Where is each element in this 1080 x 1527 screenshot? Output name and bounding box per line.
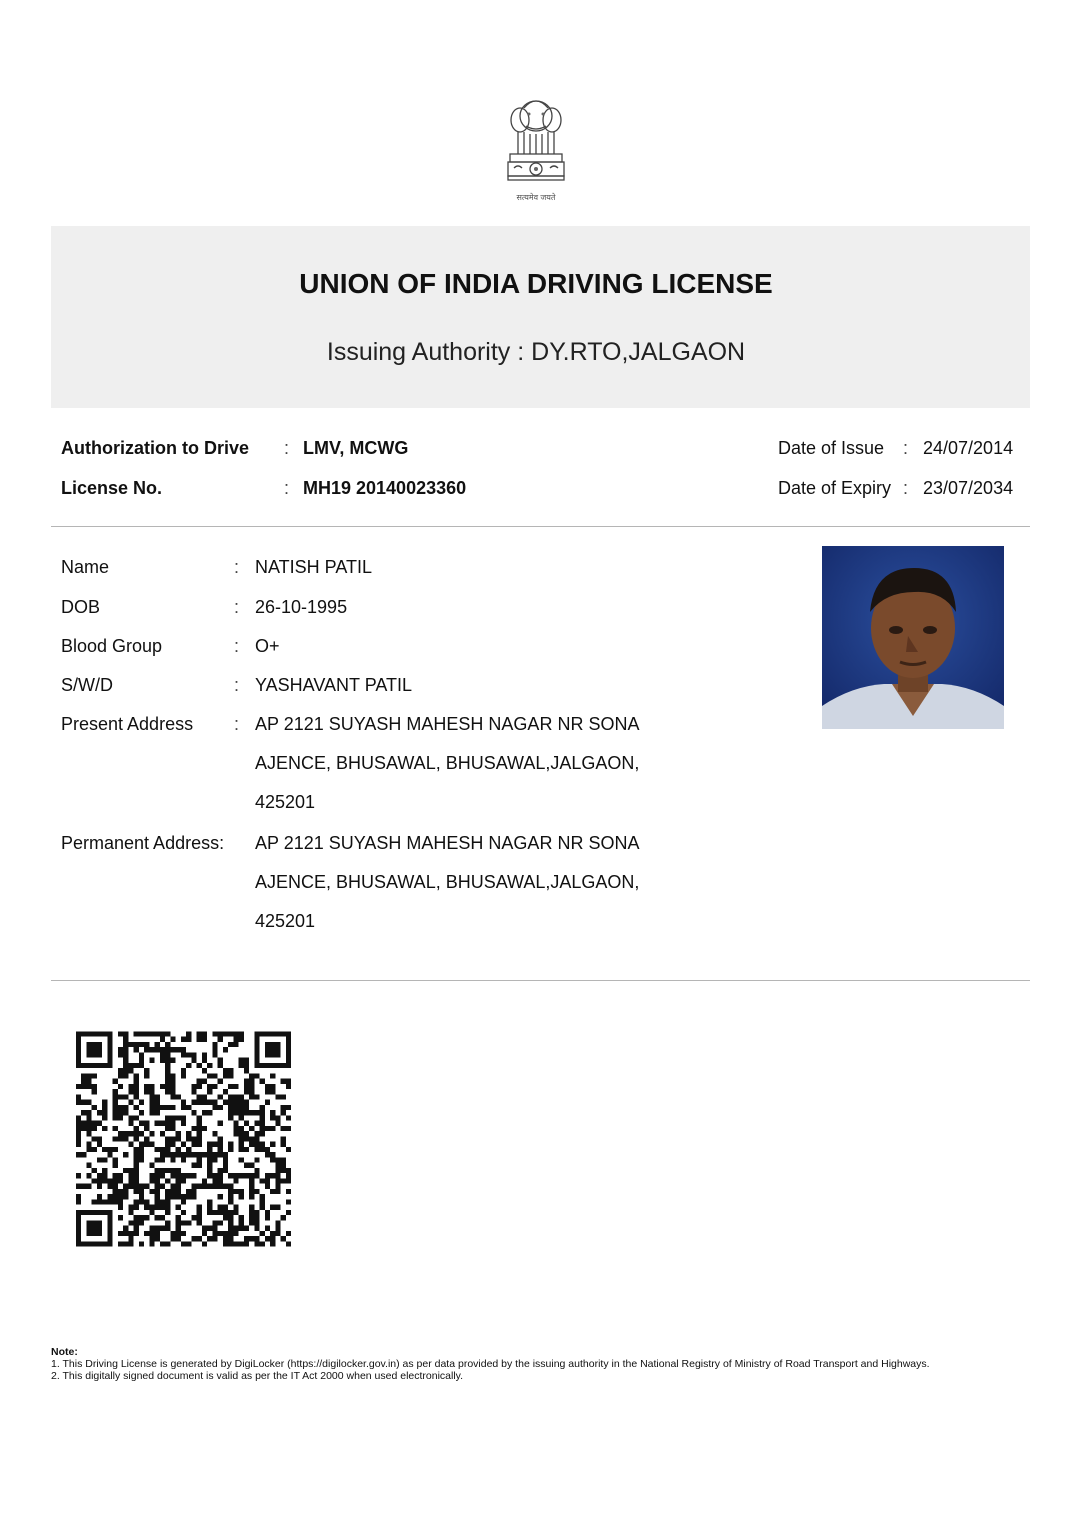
date-of-issue-label: Date of Issue [778, 438, 885, 458]
separator: : [234, 675, 240, 695]
present-address-line: AJENCE, BHUSAWAL, BHUSAWAL,JALGAON, [255, 753, 640, 773]
separator: : [903, 478, 909, 498]
separator: : [234, 636, 240, 656]
date-of-expiry-label: Date of Expiry [778, 478, 892, 498]
footer-note [51, 1346, 1011, 1382]
separator: : [284, 438, 290, 458]
separator: : [234, 597, 240, 617]
separator: : [903, 438, 909, 458]
separator: : [284, 478, 290, 498]
separator: : [234, 714, 240, 734]
note-line: 2. This digitally signed document is valid as per the IT Act 2000 when used electronically. [51, 1370, 464, 1382]
emblem-motto: सत्यमेव जयते [516, 193, 556, 202]
qr-code-icon [76, 1031, 291, 1247]
dob-value: 26-10-1995 [255, 597, 348, 617]
authorization-label: Authorization to Drive [61, 438, 249, 458]
dob-label: DOB [61, 597, 101, 617]
present-address-line: 425201 [255, 792, 316, 812]
document-title: UNION OF INDIA DRIVING LICENSE [299, 268, 773, 299]
separator: : [234, 557, 240, 577]
national-emblem [496, 92, 576, 204]
divider [51, 526, 1030, 527]
issuing-authority: Issuing Authority : DY.RTO,JALGAON [326, 338, 746, 366]
swd-value: YASHAVANT PATIL [255, 675, 413, 695]
date-of-expiry-value: 23/07/2034 [923, 478, 1014, 498]
holder-photo [822, 546, 1004, 729]
authorization-value: LMV, MCWG [303, 438, 409, 458]
license-no-value: MH19 20140023360 [303, 478, 467, 498]
name-label: Name [61, 557, 110, 577]
header-band [51, 226, 1030, 408]
swd-label: S/W/D [61, 675, 113, 695]
note-heading: Note: [51, 1346, 78, 1358]
name-value: NATISH PATIL [255, 557, 373, 577]
license-no-label: License No. [61, 478, 163, 498]
present-address-line: AP 2121 SUYASH MAHESH NAGAR NR SONA [255, 714, 640, 734]
present-address-label: Present Address [61, 714, 194, 734]
blood-group-label: Blood Group [61, 636, 163, 656]
blood-group-value: O+ [255, 636, 280, 656]
date-of-issue-value: 24/07/2014 [923, 438, 1014, 458]
permanent-address-line: 425201 [255, 911, 316, 931]
portrait-image [822, 546, 1004, 729]
note-line: 1. This Driving License is generated by DigiLocker (https://digilocker.gov.in) as per data provided by the issuing authority in the National Registry of Ministry of Road Transport and Highways. [51, 1358, 930, 1370]
permanent-address-label: Permanent Address: [61, 833, 225, 853]
permanent-address-line: AP 2121 SUYASH MAHESH NAGAR NR SONA [255, 833, 640, 853]
divider [51, 980, 1030, 981]
permanent-address-line: AJENCE, BHUSAWAL, BHUSAWAL,JALGAON, [255, 872, 640, 892]
lion-capital-icon [496, 92, 576, 192]
qr-code[interactable] [76, 1031, 291, 1247]
